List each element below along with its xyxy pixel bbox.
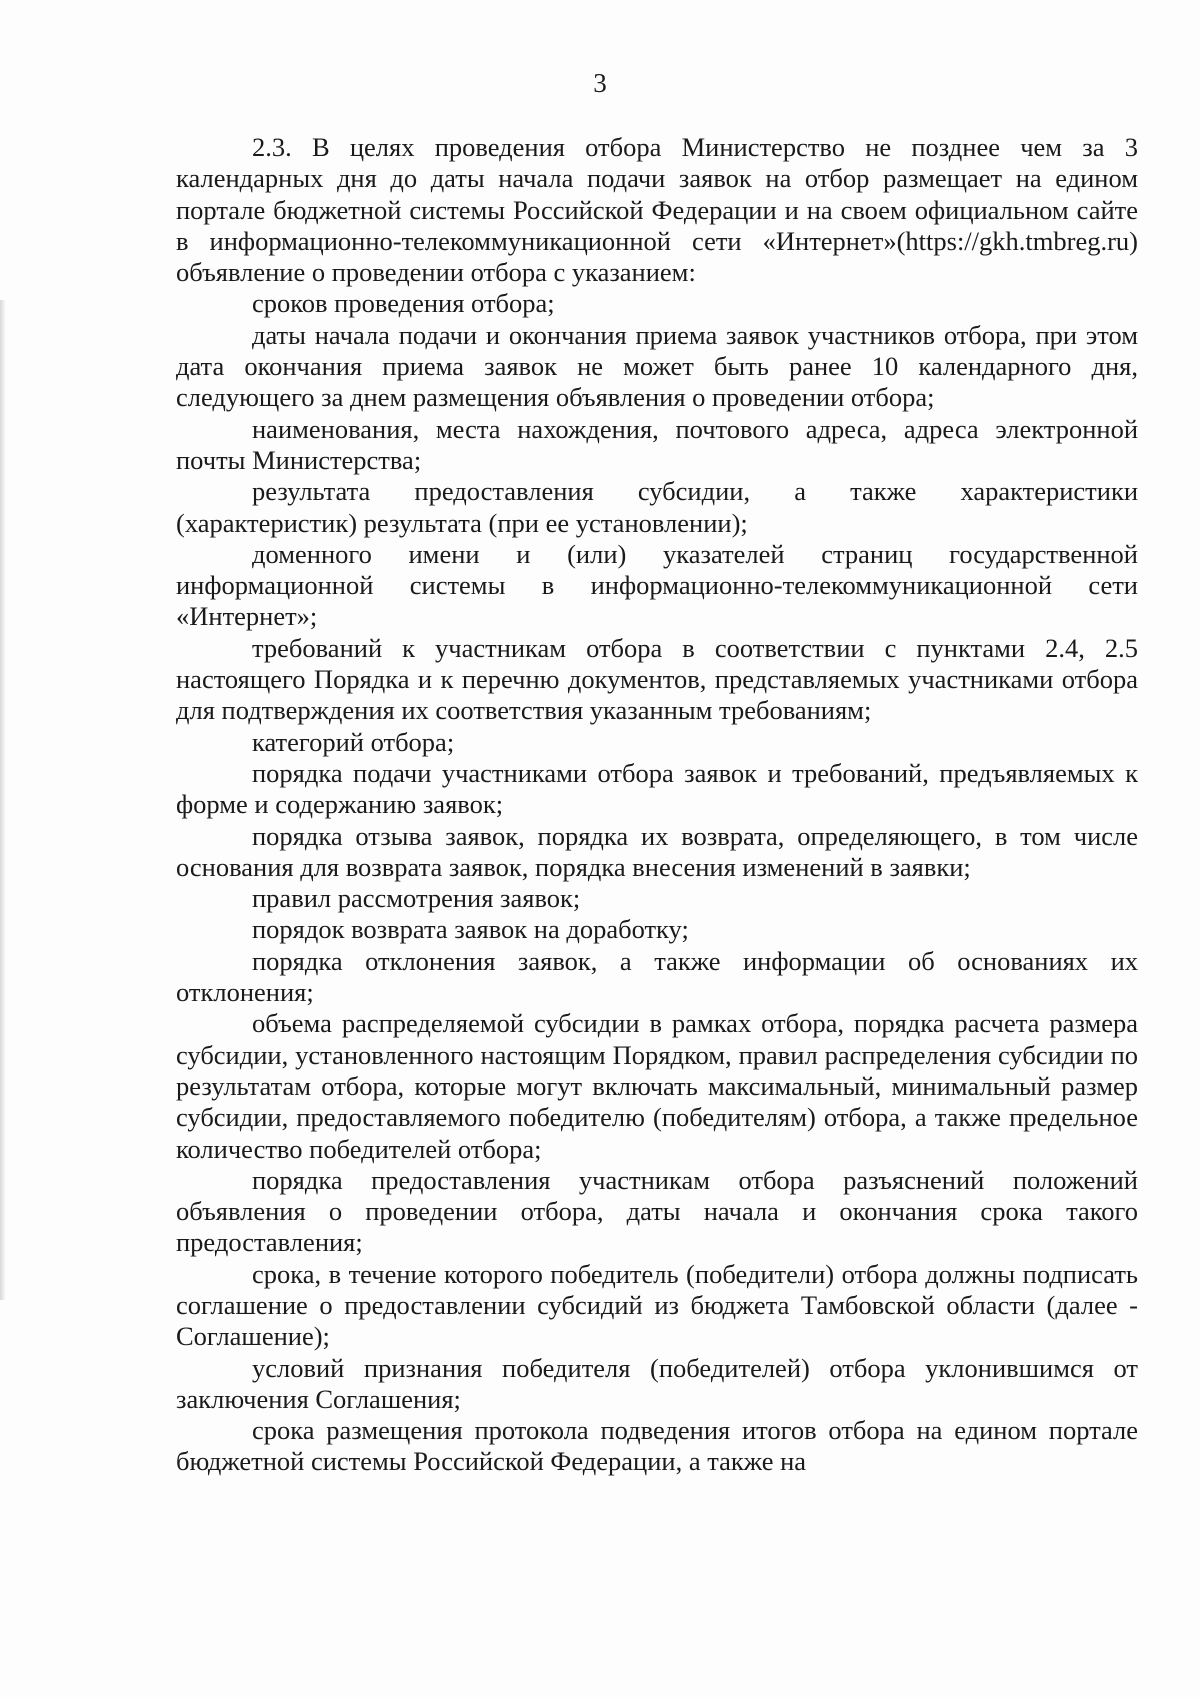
list-item: условий признания победителя (победителей) отбора уклонившимся от заключения Соглашения; (176, 1352, 1138, 1414)
list-item-continued: срока размещения протокола подведения итогов отбора на едином портале бюджетной системы Российской Федерации, а также на (176, 1415, 1138, 1477)
list-item: срока, в течение которого победитель (победители) отбора должны подписать соглашение о предоставлении субсидий из бюджета Тамбовской области (далее - Соглашение); (176, 1258, 1138, 1352)
page-number: 3 (593, 68, 607, 98)
list-item: доменного имени и (или) указателей страниц государственной информационной системы в информационно-телекоммуникационной сети «Интернет»; (176, 538, 1138, 632)
paragraph-2-3: 2.3. В целях проведения отбора Министерство не позднее чем за 3 календарных дня до даты начала подачи заявок на отбор размещает на едином портале бюджетной системы Российской Федерации и на своем официальном сайте в информационно-телекоммуникационной сети «Интернет»(https://gkh.tmbreg.ru) объявление о проведении отбора с указанием: (176, 132, 1138, 288)
list-item: правил рассмотрения заявок; (252, 883, 581, 914)
list-item: порядок возврата заявок на доработку; (252, 914, 689, 945)
scan-edge-shadow (0, 300, 6, 1300)
list-item: порядка подачи участниками отбора заявок и требований, предъявляемых к форме и содержанию заявок; (176, 757, 1138, 820)
list-item: объема распределяемой субсидии в рамках отбора, порядка расчета размера субсидии, установленного настоящим Порядком, правил распределения субсидии по результатам отбора, которые могут включать максимальный, минимальный размер субсидии, предоставляемого победителю (победителям) отбора, а также предельное количество победителей отбора; (176, 1008, 1138, 1164)
list-item: сроков проведения отбора; (252, 288, 555, 319)
list-item: порядка предоставления участникам отбора разъяснений положений объявления о проведении отбора, даты начала и окончания срока такого предоставления; (176, 1164, 1138, 1258)
list-item: наименования, места нахождения, почтового адреса, адреса электронной почты Министерства; (176, 413, 1138, 475)
list-item: порядка отзыва заявок, порядка их возврата, определяющего, в том числе основания для возврата заявок, порядка внесения изменений в заявки; (176, 820, 1138, 882)
list-item: порядка отклонения заявок, а также информации об основаниях их отклонения; (176, 945, 1138, 1008)
list-item: даты начала подачи и окончания приема заявок участников отбора, при этом дата окончания приема заявок не может быть ранее 10 календарного дня, следующего за днем размещения объявления о проведении отбора; (176, 319, 1138, 413)
list-item: категорий отбора; (252, 726, 455, 757)
document-body (176, 132, 1138, 1478)
list-item: результата предоставления субсидии, а также характеристики (характеристик) результата (при ее установлении); (176, 476, 1138, 538)
list-item: требований к участникам отбора в соответствии с пунктами 2.4, 2.5 настоящего Порядка и к перечню документов, представляемых участниками отбора для подтверждения их соответствия указанным требованиям; (176, 632, 1138, 726)
